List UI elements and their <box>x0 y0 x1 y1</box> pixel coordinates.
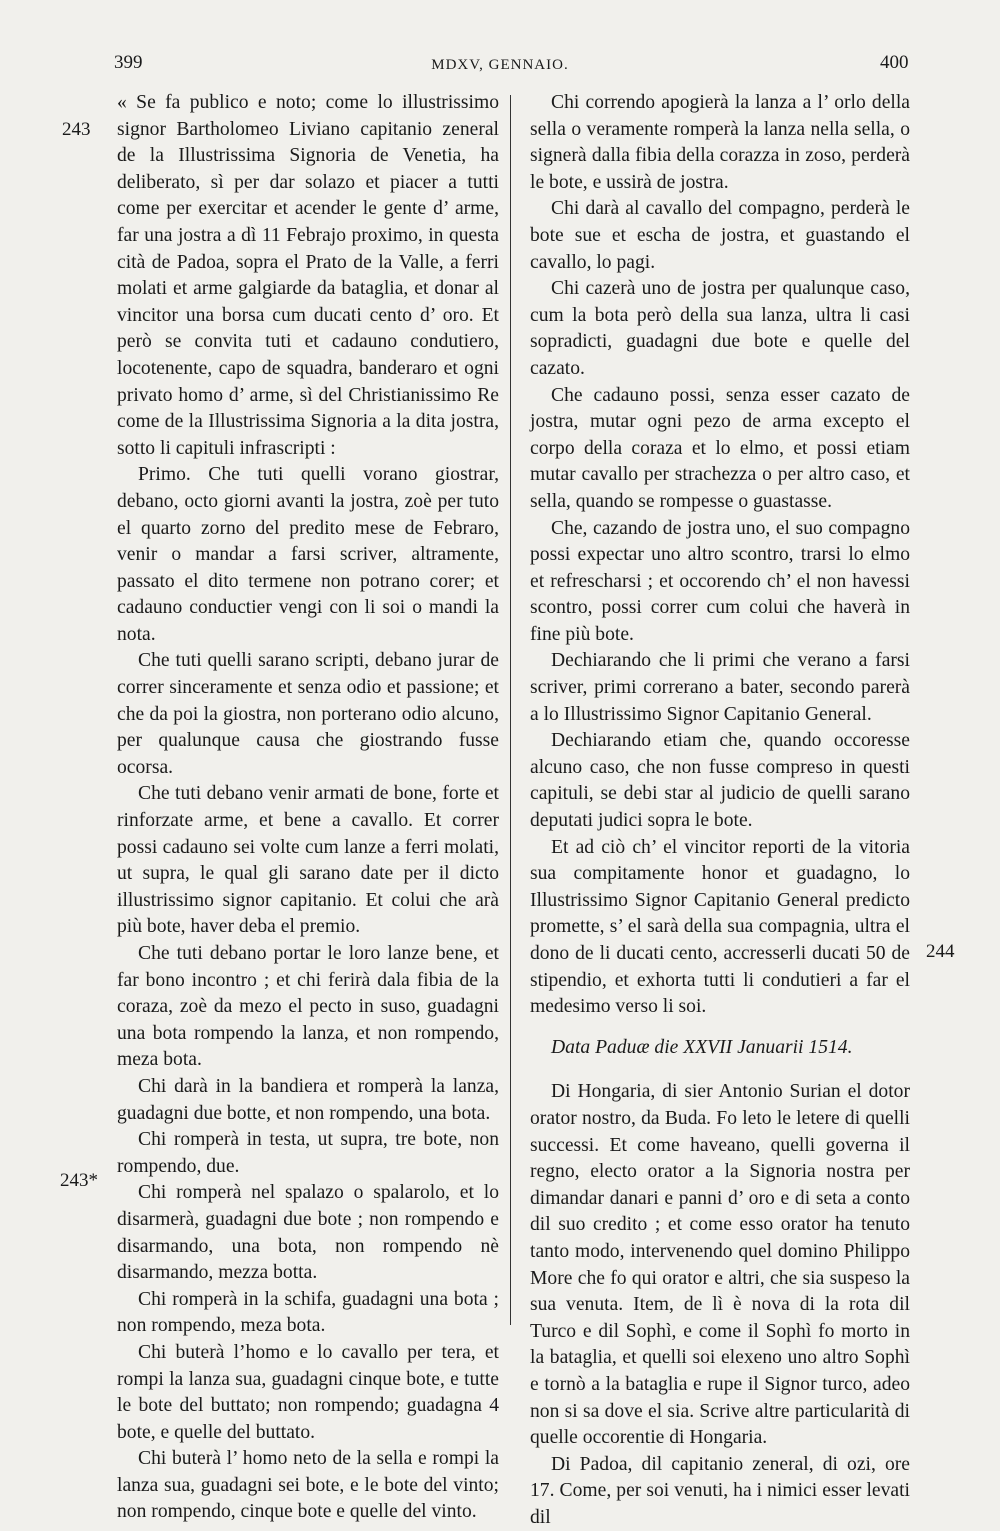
paragraph: Chi buterà l’homo e lo cavallo per tera, et rompi la lanza sua, guadagni cinque bote, e tutte le bote del buttato; non rompendo; guadagna 4 bote, e quelle del buttato. <box>117 1341 499 1443</box>
paragraph: Chi correndo apogierà la lanza a l’ orlo della sella o veramente romperà la lanza nella sella, o signerà dalla fibia della corazza in zoso, perderà le bote, e ussirà de jostra. <box>530 92 910 193</box>
paragraph: Primo. Che tuti quelli vorano giostrar, debano, octo giorni avanti la jostra, zoè per tuto el quarto zorno del predito mese de Febraro, venir o mandar a farsi scriver, altramente, passato el dito termene non potrano corer; et cadauno conductier vengi con li soi o mandi la nota. <box>117 464 499 645</box>
paragraph: Dechiarando che li primi che verano a farsi scriver, primi correrano a bater, secondo parerà a lo Illustrissimo Signor Capitanio General. <box>530 650 910 725</box>
paragraph: Che tuti debano venir armati de bone, forte et rinforzate arme, et bene a cavallo. Et correr possi cadauno sei volte cum lanze a ferri molati, ut supra, le qual gli sarano date per il dicto illustrissimo signor capitanio. Et colui che arà più bote, haver deba el premio. <box>117 783 499 938</box>
margin-number: 244 <box>926 941 955 962</box>
right-column <box>530 90 910 1531</box>
paragraph: Chi romperà in la schifa, guadagni una bota ; non rompendo, meza bota. <box>117 1288 499 1337</box>
paragraph: Che tuti quelli sarano scripti, debano jurar de correr sinceramente et senza odio et passione; et che da poi la giostra, non porterano odio alcuno, per qualunque causa che giostrando fusse ocorsa. <box>117 650 499 778</box>
page-number-left: 399 <box>114 52 143 73</box>
margin-number: 243 <box>62 119 91 140</box>
paragraph: Chi romperà nel spalazo o spalarolo, et lo disarmerà, guadagni due bote ; non rompendo e disarmando, una bota, non rompendo nè disarmando, mezza botta. <box>117 1182 499 1284</box>
left-column <box>117 90 499 1526</box>
page-number-right: 400 <box>880 52 909 73</box>
paragraph: Chi buterà l’ homo neto de la sella e rompi la lanza sua, guadagni sei bote, e le bote del vinto; non rompendo, cinque bote e quelle del vinto. <box>117 1448 499 1523</box>
margin-number: 243* <box>60 1170 98 1191</box>
paragraph: Chi cazerà uno de jostra per qualunque caso, cum la bota però della sua lanza, ultra li casi sopradicti, guadagni due bote e quelle del cazato. <box>530 278 910 379</box>
date-line: Data Paduæ die XXVII Januarii 1514. <box>551 1036 853 1058</box>
running-head: MDXV, GENNAIO. <box>431 57 569 73</box>
paragraph: Chi darà al cavallo del compagno, perderà le bote sue et escha de jostra, et guastando el cavallo, lo pagi. <box>530 198 910 273</box>
paragraph: Che tuti debano portar le loro lanze bene, et far bono incontro ; et chi ferirà dala fibia de la coraza, zoè da mezo el pecto in suso, guadagni una bota rompendo la lanza, et non rompendo, meza bota. <box>117 943 499 1071</box>
paragraph: Chi romperà in testa, ut supra, tre bote, non rompendo, due. <box>117 1129 499 1177</box>
paragraph: Che cadauno possi, senza esser cazato de jostra, mutar ogni pezo de arma excepto el corpo della coraza et lo elmo, et possi etiam mutar cavallo per strachezza o per altro caso, et sella, quando se rompesse o guastasse. <box>530 384 910 512</box>
paragraph: Dechiarando etiam che, quando occoresse alcuno caso, che non fusse compreso in questi capituli, se debi star al judicio de quelli sarano deputati judici sopra le bote. <box>530 730 910 832</box>
paragraph: « Se fa publico e noto; come lo illustrissimo signor Bartholomeo Liviano capitanio zeneral de la Illustrissima Signoria de Venetia, ha deliberato, sì per dar solazo et piacer a tutti come per exercitar et acender le gente d’ arme, far una jostra a dì 11 Febrajo proximo, in questa cità de Padoa, sopra el Prato de la Valle, a ferri molati et arme galgiarde da bataglia, et donar al vincitor una borsa cum ducati cento d’ oro. Et però se convita tuti et cadauno condutiero, locotenente, capo de squadra, banderaro et ogni privato homo d’ arme, sì del Christianissimo Re come de la Illustrissima Signoria a la dita jostra, sotto li capituli infrascripti : <box>117 92 499 459</box>
paragraph: Che, cazando de jostra uno, el suo compagno possi expectar uno altro scontro, trarsi lo elmo et refrescharsi ; et occorendo ch’ el non havessi scontro, possi correr cum colui che haverà in fine più bote. <box>530 517 910 645</box>
paragraph: Di Hongaria, di sier Antonio Surian el dotor orator nostro, da Buda. Fo leto le letere di quelli successi. Et come haveano, quelli governa il regno, electo orator a la Signoria nostra per dimandar danari e panni d’ oro e di seta a conto dil suo credito ; et come esso orator ha tenuto tanto modo, intervenendo quel domino Philippo More che fo qui orator e altri, che sia suspeso la sua venuta. Item, de lì è nova di la rota dil Turco e dil Sophì, e come il Sophì fo morto in la bataglia, et quelli soi elexeno uno altro Sophì e tornò a la bataglia e rupe il Signor turco, adeo non si sa dove el sia. Scrive altre particularità di quelle occorentie di Hongaria. <box>530 1081 910 1449</box>
paragraph: Chi darà in la bandiera et romperà la lanza, guadagni due botte, et non rompendo, una bota. <box>117 1075 499 1124</box>
column-divider <box>510 95 511 1325</box>
paragraph: Di Padoa, dil capitanio zeneral, di ozi, ore 17. Come, per soi venuti, ha i nimici esser levati dil <box>530 1453 910 1528</box>
paragraph: Et ad ciò ch’ el vincitor reporti de la vitoria sua compitamente honor et guadagno, lo Illustrissimo Signor Capitanio General predicto promette, s’ el sarà della sua compagnia, ultra el dono de li ducati cento, accresserli ducati 50 de stipendio, et exhorta tutti li condutieri a far el medesimo verso li soi. <box>530 836 910 1018</box>
